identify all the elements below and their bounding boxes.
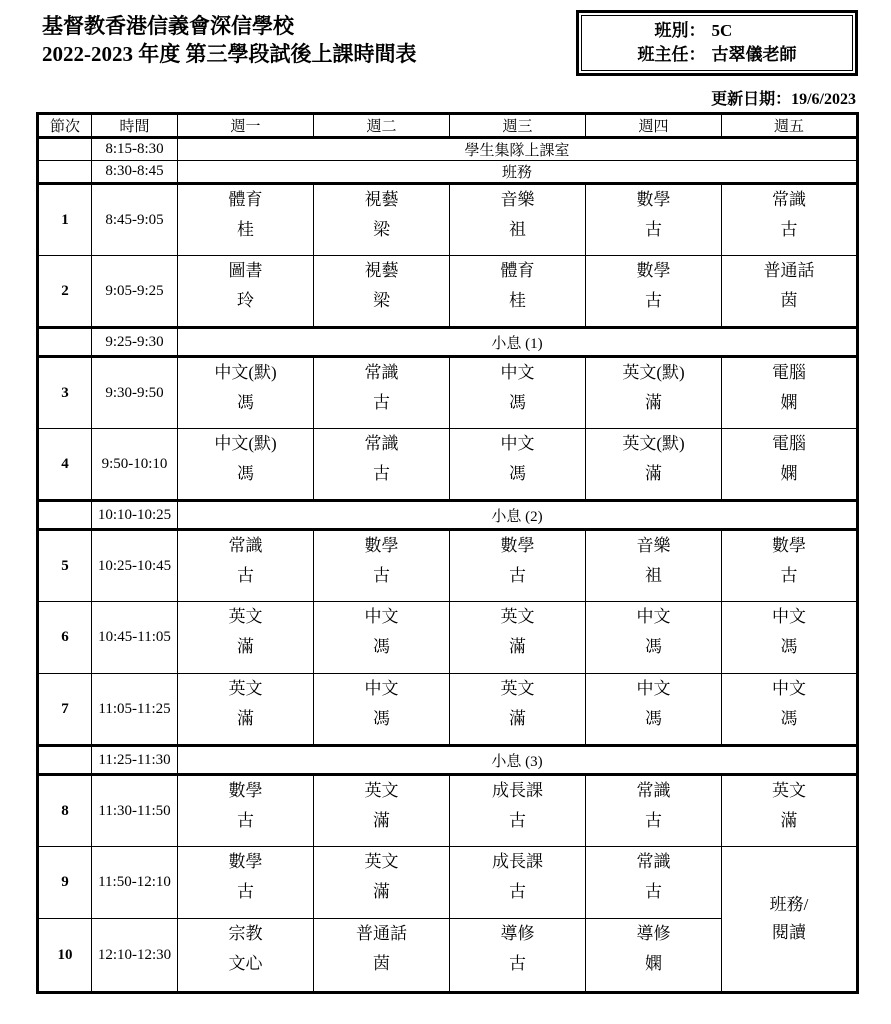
subject-label: 中文 — [364, 679, 399, 698]
subject-cell — [722, 429, 858, 501]
subject-cell — [722, 357, 858, 429]
table-row — [38, 501, 858, 530]
class-info-box — [576, 10, 858, 76]
subject-cell — [314, 919, 450, 993]
subject-label: 常識 — [364, 363, 399, 382]
subject-cell — [586, 429, 722, 501]
subject-label: 常識 — [772, 190, 806, 209]
subject-label: 圖書 — [228, 261, 263, 280]
subject-cell — [178, 429, 314, 501]
subject-label: 電腦 — [772, 363, 806, 382]
timetable-body — [38, 138, 858, 993]
subject-label: 視藝 — [364, 261, 399, 280]
time-cell: 10:25-10:45 — [92, 530, 178, 602]
column-header-wednesday: 週三 — [450, 114, 586, 138]
teacher-label: 玲 — [237, 291, 254, 310]
period-number-cell — [38, 161, 92, 184]
subject-cell — [450, 184, 586, 256]
subject-cell — [314, 602, 450, 674]
subject-label: 數學 — [636, 190, 671, 209]
subject-cell — [450, 847, 586, 919]
teacher-label: 古 — [373, 566, 390, 585]
teacher-label: 馮 — [237, 464, 254, 483]
subject-cell — [722, 847, 858, 993]
teacher-label: 馮 — [645, 709, 662, 728]
subject-label: 英文 — [228, 679, 263, 698]
teacher-label: 閱讀 — [772, 923, 806, 942]
subject-cell — [722, 256, 858, 328]
subject-cell — [314, 256, 450, 328]
subject-label: 成長課 — [492, 852, 543, 871]
subject-label: 常識 — [636, 852, 671, 871]
full-width-activity-cell: 學生集隊上課室 — [178, 138, 858, 161]
teacher-label: 桂 — [237, 220, 254, 239]
teacher-label: 梁 — [373, 220, 390, 239]
teacher-label: 古 — [645, 291, 662, 310]
column-header-monday: 週一 — [178, 114, 314, 138]
table-row — [38, 256, 858, 328]
teacher-label: 馮 — [509, 393, 526, 412]
period-number-cell — [38, 746, 92, 775]
subject-cell — [314, 530, 450, 602]
timetable-header-row — [38, 114, 858, 138]
subject-cell — [314, 357, 450, 429]
class-value: 5C — [711, 21, 733, 40]
subject-cell — [586, 847, 722, 919]
subject-label: 宗教 — [228, 924, 263, 943]
period-number-cell: 1 — [38, 184, 92, 256]
time-cell: 12:10-12:30 — [92, 919, 178, 993]
table-row — [38, 161, 858, 184]
subject-cell — [722, 602, 858, 674]
subject-cell — [450, 919, 586, 993]
time-cell: 8:15-8:30 — [92, 138, 178, 161]
teacher-label: 古 — [237, 566, 254, 585]
teacher-label: 馮 — [645, 637, 662, 656]
subject-label: 英文 — [364, 852, 399, 871]
subject-label: 班務/ — [769, 895, 809, 914]
subject-cell — [178, 847, 314, 919]
teacher-label: 梁 — [373, 291, 390, 310]
subject-cell — [450, 530, 586, 602]
subject-cell — [178, 357, 314, 429]
subject-label: 中文 — [772, 679, 806, 698]
table-row — [38, 602, 858, 674]
subject-cell — [586, 602, 722, 674]
teacher-label: 古 — [237, 882, 254, 901]
column-header-friday: 週五 — [722, 114, 858, 138]
time-cell: 9:05-9:25 — [92, 256, 178, 328]
period-number-cell: 4 — [38, 429, 92, 501]
subject-label: 數學 — [228, 852, 263, 871]
subject-label: 中文 — [636, 607, 671, 626]
teacher-label: 馮 — [373, 709, 390, 728]
subject-label: 成長課 — [492, 781, 543, 800]
time-cell: 8:30-8:45 — [92, 161, 178, 184]
subject-label: 常識 — [364, 434, 399, 453]
subject-label: 英文(默) — [622, 363, 685, 382]
subject-label: 英文(默) — [622, 434, 685, 453]
table-row — [38, 530, 858, 602]
table-row — [38, 429, 858, 501]
teacher-label: 滿 — [645, 464, 662, 483]
subject-cell — [314, 847, 450, 919]
teacher-label: 古 — [780, 566, 798, 585]
teacher-label: 嫻 — [780, 393, 798, 412]
subject-cell — [722, 530, 858, 602]
table-row — [38, 328, 858, 357]
subject-label: 體育 — [228, 190, 263, 209]
timetable-title: 2022-2023 年度 第三學段試後上課時間表 — [42, 42, 417, 66]
subject-label: 數學 — [500, 536, 535, 555]
teacher-label: 馮 — [509, 464, 526, 483]
teacher-label: 文心 — [228, 954, 263, 973]
column-header-tuesday: 週二 — [314, 114, 450, 138]
subject-label: 中文 — [500, 434, 535, 453]
subject-label: 數學 — [772, 536, 806, 555]
period-number-cell: 5 — [38, 530, 92, 602]
teacher-label: 祖 — [509, 220, 526, 239]
period-number-cell: 3 — [38, 357, 92, 429]
full-width-activity-cell: 小息 (1) — [178, 328, 858, 357]
table-row — [38, 847, 858, 919]
subject-label: 中文 — [500, 363, 535, 382]
subject-cell — [178, 530, 314, 602]
subject-label: 數學 — [364, 536, 399, 555]
teacher-label: 馮 — [373, 637, 390, 656]
subject-label: 數學 — [228, 781, 263, 800]
teacher-label: 古 — [509, 954, 526, 973]
subject-cell — [586, 919, 722, 993]
teacher-label: 嫻 — [645, 954, 662, 973]
teacher-label: 古 — [780, 220, 798, 239]
teacher-label: 滿 — [645, 393, 662, 412]
teacher-label: 滿 — [509, 637, 526, 656]
period-number-cell: 7 — [38, 674, 92, 746]
subject-label: 數學 — [636, 261, 671, 280]
subject-label: 普通話 — [356, 924, 407, 943]
time-cell: 9:50-10:10 — [92, 429, 178, 501]
subject-cell — [314, 184, 450, 256]
subject-label: 中文 — [772, 607, 806, 626]
subject-cell — [722, 775, 858, 847]
teacher-label: 古 — [645, 882, 662, 901]
subject-cell — [314, 674, 450, 746]
subject-label: 英文 — [228, 607, 263, 626]
subject-cell — [450, 429, 586, 501]
subject-label: 導修 — [500, 924, 535, 943]
class-teacher-value: 古翠儀老師 — [711, 45, 797, 64]
teacher-label: 古 — [509, 811, 526, 830]
subject-label: 英文 — [500, 607, 535, 626]
time-cell: 10:10-10:25 — [92, 501, 178, 530]
table-row — [38, 674, 858, 746]
column-header-period: 節次 — [38, 114, 92, 138]
time-cell: 10:45-11:05 — [92, 602, 178, 674]
teacher-label: 茵 — [780, 291, 798, 310]
subject-label: 中文 — [364, 607, 399, 626]
subject-label: 音樂 — [636, 536, 671, 555]
table-row — [38, 775, 858, 847]
subject-cell — [450, 674, 586, 746]
column-header-time: 時間 — [92, 114, 178, 138]
table-row — [38, 138, 858, 161]
teacher-label: 滿 — [373, 882, 390, 901]
time-cell: 11:25-11:30 — [92, 746, 178, 775]
subject-cell — [450, 775, 586, 847]
subject-cell — [314, 775, 450, 847]
subject-label: 常識 — [228, 536, 263, 555]
period-number-cell: 9 — [38, 847, 92, 919]
subject-label: 體育 — [500, 261, 535, 280]
school-name: 基督教香港信義會深信學校 — [42, 14, 294, 38]
teacher-label: 古 — [373, 393, 390, 412]
teacher-label: 滿 — [237, 709, 254, 728]
subject-label: 英文 — [364, 781, 399, 800]
subject-cell — [586, 775, 722, 847]
subject-label: 電腦 — [772, 434, 806, 453]
subject-cell — [586, 357, 722, 429]
subject-label: 英文 — [500, 679, 535, 698]
teacher-label: 嫻 — [780, 464, 798, 483]
subject-cell — [178, 256, 314, 328]
time-cell: 9:30-9:50 — [92, 357, 178, 429]
subject-cell — [450, 357, 586, 429]
subject-label: 英文 — [772, 781, 806, 800]
teacher-label: 祖 — [645, 566, 662, 585]
full-width-activity-cell: 小息 (2) — [178, 501, 858, 530]
time-cell: 11:50-12:10 — [92, 847, 178, 919]
subject-cell — [450, 602, 586, 674]
teacher-label: 古 — [509, 882, 526, 901]
subject-cell — [314, 429, 450, 501]
timetable — [36, 112, 859, 994]
teacher-label: 滿 — [373, 811, 390, 830]
full-width-activity-cell: 班務 — [178, 161, 858, 184]
subject-cell — [722, 184, 858, 256]
subject-cell — [178, 674, 314, 746]
period-number-cell — [38, 138, 92, 161]
table-row — [38, 184, 858, 256]
subject-label: 視藝 — [364, 190, 399, 209]
period-number-cell — [38, 501, 92, 530]
class-teacher-label: 班主任： — [637, 45, 706, 64]
teacher-label: 馮 — [780, 709, 798, 728]
teacher-label: 古 — [237, 811, 254, 830]
subject-cell — [722, 674, 858, 746]
subject-cell — [450, 256, 586, 328]
teacher-label: 馮 — [780, 637, 798, 656]
subject-cell — [178, 184, 314, 256]
subject-cell — [586, 530, 722, 602]
document-title-block — [42, 12, 417, 68]
subject-cell — [178, 919, 314, 993]
class-info-inner — [581, 15, 853, 71]
subject-cell — [178, 602, 314, 674]
time-cell: 11:05-11:25 — [92, 674, 178, 746]
time-cell: 11:30-11:50 — [92, 775, 178, 847]
teacher-label: 馮 — [237, 393, 254, 412]
subject-label: 中文(默) — [214, 434, 277, 453]
teacher-label: 古 — [373, 464, 390, 483]
period-number-cell: 6 — [38, 602, 92, 674]
subject-label: 導修 — [636, 924, 671, 943]
period-number-cell — [38, 328, 92, 357]
subject-cell — [586, 256, 722, 328]
subject-label: 中文(默) — [214, 363, 277, 382]
table-row — [38, 746, 858, 775]
subject-cell — [178, 775, 314, 847]
full-width-activity-cell: 小息 (3) — [178, 746, 858, 775]
teacher-label: 茵 — [373, 954, 390, 973]
subject-cell — [586, 674, 722, 746]
table-row — [38, 357, 858, 429]
teacher-label: 滿 — [780, 811, 798, 830]
subject-label: 中文 — [636, 679, 671, 698]
subject-cell — [586, 184, 722, 256]
subject-label: 常識 — [636, 781, 671, 800]
period-number-cell: 10 — [38, 919, 92, 993]
teacher-label: 滿 — [509, 709, 526, 728]
teacher-label: 滿 — [237, 637, 254, 656]
teacher-label: 古 — [645, 811, 662, 830]
class-label: 班別： — [654, 21, 706, 40]
subject-label: 普通話 — [763, 261, 815, 280]
period-number-cell: 8 — [38, 775, 92, 847]
subject-label: 音樂 — [500, 190, 535, 209]
time-cell: 8:45-9:05 — [92, 184, 178, 256]
updated-date: 更新日期：19/6/2023 — [711, 91, 856, 108]
teacher-label: 古 — [509, 566, 526, 585]
teacher-label: 古 — [645, 220, 662, 239]
column-header-thursday: 週四 — [586, 114, 722, 138]
time-cell: 9:25-9:30 — [92, 328, 178, 357]
period-number-cell: 2 — [38, 256, 92, 328]
teacher-label: 桂 — [509, 291, 526, 310]
